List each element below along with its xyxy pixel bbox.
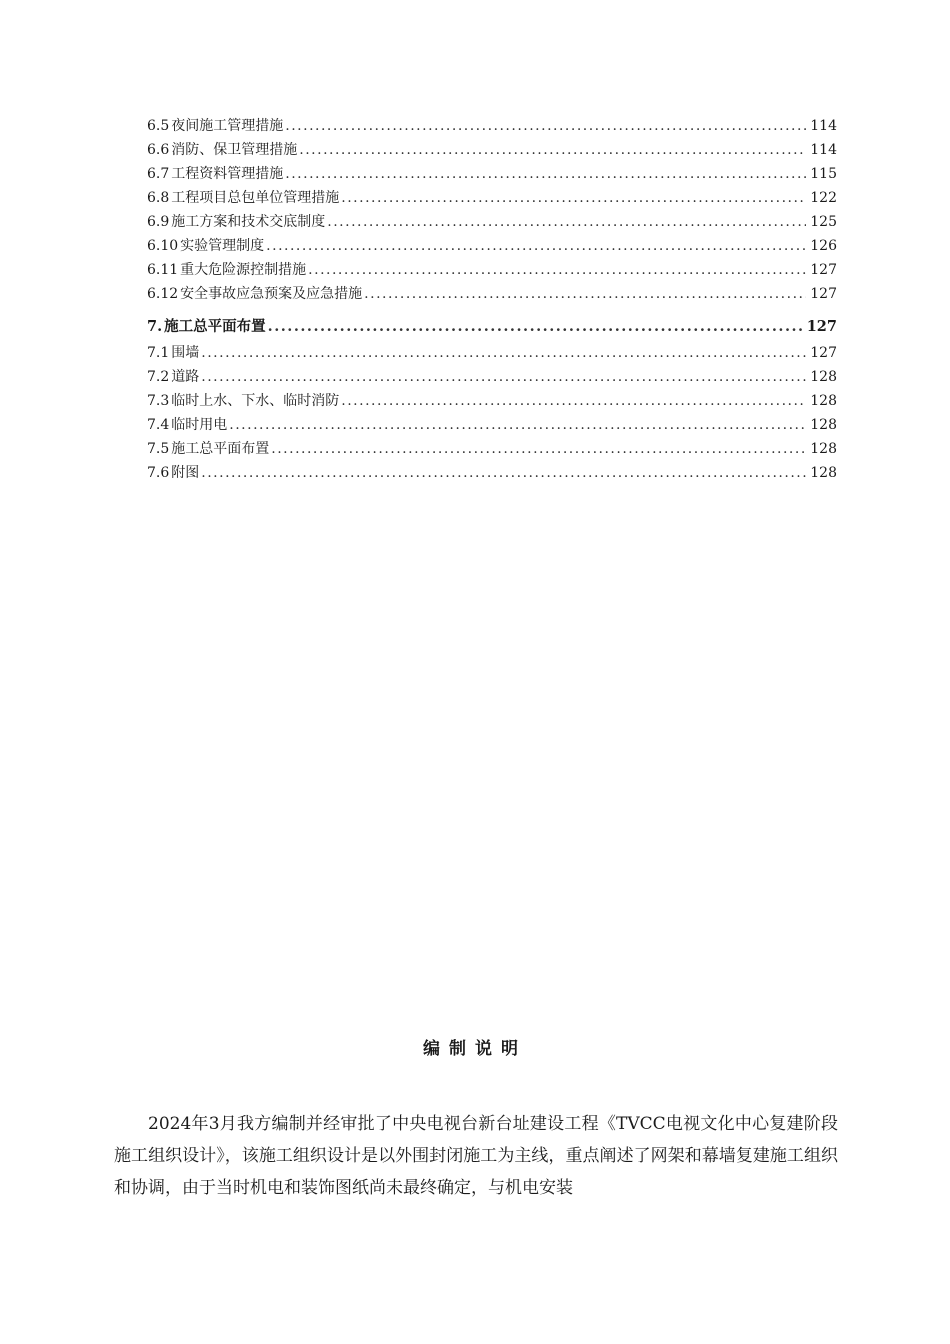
- toc-entry-title: 附图: [171, 465, 200, 481]
- toc-entry-title: 道路: [171, 369, 200, 385]
- toc-entry-number: 6.11: [147, 262, 179, 278]
- toc-entry-number: 7.2: [147, 369, 170, 385]
- toc-entry-page: 128: [810, 393, 837, 409]
- toc-dot-leader: [327, 210, 806, 234]
- toc-entry-title: 施工总平面布置: [164, 318, 266, 335]
- toc-entry-number: 7.: [147, 318, 163, 335]
- toc-entry-page: 127: [810, 286, 837, 302]
- toc-dot-leader: [266, 234, 806, 258]
- toc-entry-page: 126: [810, 238, 837, 254]
- toc-entry-number: 6.6: [147, 142, 170, 158]
- toc-entry[interactable]: [147, 258, 837, 282]
- toc-entry-title: 实验管理制度: [180, 238, 265, 254]
- toc-entry-number: 6.10: [147, 238, 179, 254]
- toc-entry[interactable]: [147, 365, 837, 389]
- toc-entry-page: 128: [810, 369, 837, 385]
- toc-entry-page: 114: [810, 118, 837, 134]
- section-title: 编制说明: [423, 1039, 527, 1059]
- toc-dot-leader: [201, 365, 806, 389]
- toc-entry-number: 6.12: [147, 286, 179, 302]
- toc-entry-title: 工程项目总包单位管理措施: [171, 190, 340, 206]
- toc-dot-leader: [285, 162, 806, 186]
- toc-entry-number: 7.1: [147, 345, 170, 361]
- toc-entry[interactable]: [147, 210, 837, 234]
- toc-entry-number: 6.9: [147, 214, 170, 230]
- toc-entry-page: 128: [810, 417, 837, 433]
- toc-entry-number: 6.5: [147, 118, 170, 134]
- toc-entry-page: 125: [810, 214, 837, 230]
- toc-entry-page: 115: [810, 166, 837, 182]
- toc-entry[interactable]: [147, 234, 837, 258]
- toc-entry-page: 128: [810, 465, 837, 481]
- toc-entry-number: 6.8: [147, 190, 170, 206]
- toc-entry[interactable]: [147, 461, 837, 485]
- toc-dot-leader: [341, 186, 806, 210]
- toc-dot-leader: [271, 437, 806, 461]
- toc-dot-leader: [268, 315, 803, 339]
- toc-entry-title: 施工方案和技术交底制度: [171, 214, 326, 230]
- toc-entry-title: 重大危险源控制措施: [180, 262, 307, 278]
- toc-dot-leader: [341, 389, 806, 413]
- toc-dot-leader: [299, 138, 806, 162]
- toc-dot-leader: [201, 461, 806, 485]
- toc-entry-page: 114: [810, 142, 837, 158]
- toc-entry-title: 临时上水、下水、临时消防: [171, 393, 340, 409]
- toc-entry-title: 工程资料管理措施: [171, 166, 284, 182]
- toc-entry-page: 127: [810, 345, 837, 361]
- toc-entry-title: 施工总平面布置: [171, 441, 270, 457]
- toc-entry-title: 安全事故应急预案及应急措施: [180, 286, 363, 302]
- toc-entry[interactable]: [147, 186, 837, 210]
- table-of-contents: [147, 114, 837, 485]
- toc-entry-page: 127: [810, 262, 837, 278]
- toc-dot-leader: [364, 282, 806, 306]
- toc-entry[interactable]: [147, 413, 837, 437]
- toc-entry[interactable]: [147, 389, 837, 413]
- toc-entry-number: 7.3: [147, 393, 170, 409]
- toc-entry-title: 消防、保卫管理措施: [171, 142, 298, 158]
- toc-entry-title: 围墙: [171, 345, 200, 361]
- toc-entry-page: 128: [810, 441, 837, 457]
- toc-entry-number: 7.5: [147, 441, 170, 457]
- toc-entry-title: 夜间施工管理措施: [171, 118, 284, 134]
- toc-dot-leader: [308, 258, 806, 282]
- toc-entry-page: 127: [806, 318, 837, 335]
- toc-entry-number: 7.4: [147, 417, 170, 433]
- toc-entry[interactable]: [147, 138, 837, 162]
- body-paragraph: 2024年3月我方编制并经审批了中央电视台新台址建设工程《TVCC电视文化中心复建阶段施工组织设计》，该施工组织设计是以外围封闭施工为主线，重点阐述了网架和幕墙复建施工组织和协调，由于当时机电和装饰图纸尚未最终确定，与机电安装: [114, 1114, 838, 1198]
- toc-entry[interactable]: [147, 114, 837, 138]
- toc-entry-title: 临时用电: [171, 417, 228, 433]
- toc-dot-leader: [285, 114, 806, 138]
- toc-entry[interactable]: [147, 282, 837, 306]
- toc-entry-number: 7.6: [147, 465, 170, 481]
- toc-entry[interactable]: [147, 437, 837, 461]
- toc-entry[interactable]: [147, 341, 837, 365]
- toc-entry-page: 122: [810, 190, 837, 206]
- toc-entry[interactable]: [147, 315, 837, 339]
- toc-entry[interactable]: [147, 162, 837, 186]
- toc-dot-leader: [201, 341, 806, 365]
- toc-entry-number: 6.7: [147, 166, 170, 182]
- toc-dot-leader: [229, 413, 806, 437]
